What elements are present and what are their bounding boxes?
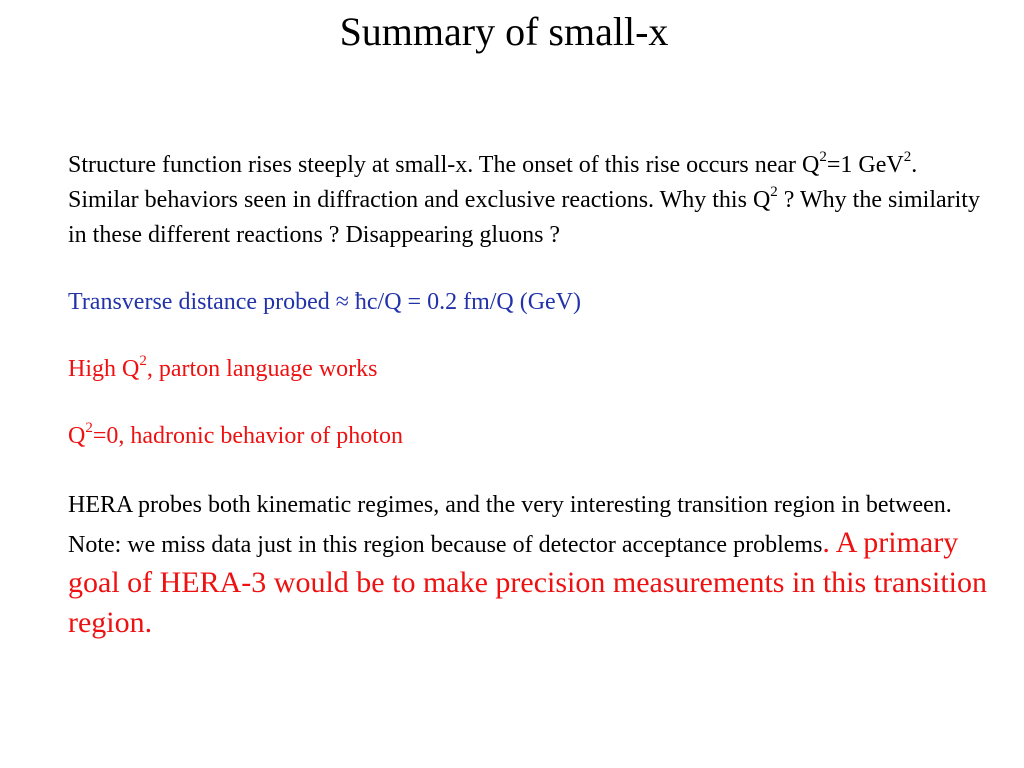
p1-text-b: =1 GeV xyxy=(826,152,904,178)
p4-text-b: =0, hadronic behavior of photon xyxy=(92,423,403,449)
spacer xyxy=(68,454,988,488)
paragraph-transverse-distance: Transverse distance probed ≈ ħc/Q = 0.2 fm/Q (GeV) xyxy=(68,289,582,315)
p1-text-a: Structure function rises steeply at small-x. The onset of this rise occurs near Q xyxy=(68,152,820,178)
paragraph-hera-probes xyxy=(68,488,988,643)
p3-text-a: High Q xyxy=(68,356,140,382)
spacer xyxy=(68,253,988,285)
slide-body xyxy=(68,148,988,643)
p4-text-a: Q xyxy=(68,423,86,449)
paragraph-q2-zero xyxy=(68,419,988,454)
p5-text-black: HERA probes both kinematic regimes, and the very interesting transition region in between. Note: we miss data just in this region because of detector acceptance problems xyxy=(68,492,952,558)
p3-superscript: 2 xyxy=(139,353,147,369)
paragraph-high-q2 xyxy=(68,352,988,387)
p5-text-red: . A primary goal of HERA-3 would be to make precision measurements in this transition region. xyxy=(68,526,987,639)
spacer xyxy=(68,320,988,352)
p4-superscript: 2 xyxy=(85,420,93,436)
p3-text-b: , parton language works xyxy=(146,356,378,382)
p1-superscript-a: 2 xyxy=(819,149,827,165)
spacer xyxy=(68,387,988,419)
p1-superscript-b: 2 xyxy=(903,149,912,165)
slide-title: Summary of small-x xyxy=(339,9,669,54)
paragraph-structure-function xyxy=(68,148,988,253)
p1-text-c: . Similar behaviors seen in diffraction and exclusive reactions. Why this Q xyxy=(68,152,918,213)
p1-superscript-c: 2 xyxy=(770,184,778,200)
p1-text-d: ? Why the similarity in these different reactions ? Disappearing gluons ? xyxy=(68,187,980,248)
